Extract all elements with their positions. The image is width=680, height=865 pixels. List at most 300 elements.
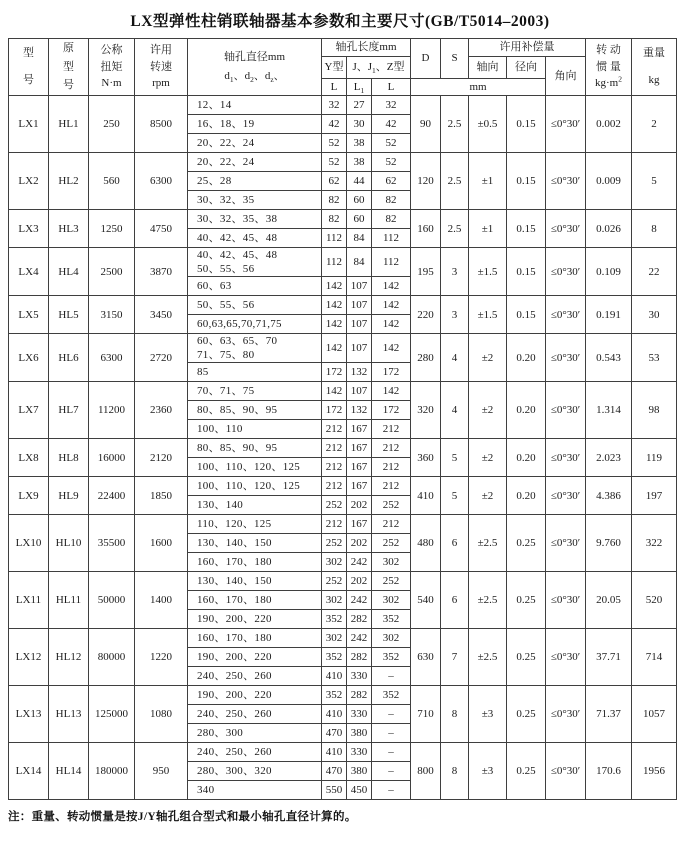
cell-speed: 2360: [135, 382, 188, 439]
cell-speed: 1400: [135, 572, 188, 629]
cell-length-Lz: 142: [372, 382, 411, 401]
cell-inertia: 37.71: [586, 629, 632, 686]
table-body: [9, 96, 677, 800]
cell-length-L1: 330: [347, 705, 372, 724]
cell-original-model: HL1: [49, 96, 89, 153]
header-y-type: Y型: [322, 56, 347, 78]
cell-length-L: 212: [322, 515, 347, 534]
cell-length-L: 352: [322, 610, 347, 629]
cell-angular: ≤0°30′: [546, 210, 586, 248]
cell-bore-diameter: 160、170、180: [188, 629, 322, 648]
cell-length-Lz: 252: [372, 496, 411, 515]
cell-length-Lz: 112: [372, 248, 411, 277]
table-header: [9, 39, 677, 96]
cell-length-Lz: 142: [372, 277, 411, 296]
cell-torque: 3150: [89, 296, 135, 334]
cell-length-L: 470: [322, 724, 347, 743]
cell-length-L1: 27: [347, 96, 372, 115]
header-axial: 轴向: [469, 56, 507, 78]
cell-bore-diameter: 30、32、35、38: [188, 210, 322, 229]
cell-S: 3: [441, 296, 469, 334]
cell-bore-diameter: 16、18、19: [188, 115, 322, 134]
table-row: [9, 153, 677, 172]
cell-model: LX3: [9, 210, 49, 248]
cell-angular: ≤0°30′: [546, 743, 586, 800]
cell-axial: ±2: [469, 477, 507, 515]
cell-length-L1: 167: [347, 439, 372, 458]
cell-bore-diameter: 340: [188, 781, 322, 800]
cell-radial: 0.15: [507, 248, 546, 296]
cell-length-L1: 242: [347, 591, 372, 610]
cell-angular: ≤0°30′: [546, 153, 586, 210]
cell-length-Lz: 82: [372, 191, 411, 210]
cell-model: LX5: [9, 296, 49, 334]
cell-original-model: HL6: [49, 334, 89, 382]
cell-length-L1: 84: [347, 248, 372, 277]
cell-radial: 0.15: [507, 153, 546, 210]
cell-length-L1: 167: [347, 420, 372, 439]
cell-weight: 2: [632, 96, 677, 153]
cell-length-L: 142: [322, 334, 347, 363]
cell-speed: 1600: [135, 515, 188, 572]
cell-radial: 0.15: [507, 296, 546, 334]
cell-radial: 0.25: [507, 572, 546, 629]
cell-original-model: HL12: [49, 629, 89, 686]
cell-length-L1: 202: [347, 496, 372, 515]
cell-length-L1: 30: [347, 115, 372, 134]
cell-length-L1: 132: [347, 363, 372, 382]
cell-bore-diameter: 80、85、90、95: [188, 401, 322, 420]
cell-angular: ≤0°30′: [546, 248, 586, 296]
table-row: [9, 96, 677, 115]
cell-torque: 6300: [89, 334, 135, 382]
cell-axial: ±2: [469, 439, 507, 477]
table-row: [9, 477, 677, 496]
cell-bore-diameter: 190、200、220: [188, 686, 322, 705]
cell-length-Lz: 62: [372, 172, 411, 191]
cell-torque: 11200: [89, 382, 135, 439]
cell-inertia: 0.543: [586, 334, 632, 382]
cell-model: LX4: [9, 248, 49, 296]
cell-torque: 250: [89, 96, 135, 153]
cell-bore-diameter: 20、22、24: [188, 153, 322, 172]
table-row: [9, 210, 677, 229]
cell-radial: 0.15: [507, 210, 546, 248]
cell-length-L: 212: [322, 420, 347, 439]
cell-bore-diameter: 130、140: [188, 496, 322, 515]
cell-length-Lz: 82: [372, 210, 411, 229]
cell-axial: ±2: [469, 382, 507, 439]
cell-bore-diameter: 160、170、180: [188, 591, 322, 610]
cell-original-model: HL10: [49, 515, 89, 572]
cell-length-L: 62: [322, 172, 347, 191]
cell-original-model: HL4: [49, 248, 89, 296]
cell-length-Lz: 212: [372, 420, 411, 439]
cell-length-L: 142: [322, 296, 347, 315]
cell-axial: ±1: [469, 153, 507, 210]
cell-speed: 3450: [135, 296, 188, 334]
cell-length-L: 252: [322, 496, 347, 515]
cell-length-L1: 107: [347, 315, 372, 334]
cell-length-Lz: 142: [372, 315, 411, 334]
cell-angular: ≤0°30′: [546, 439, 586, 477]
cell-D: 410: [411, 477, 441, 515]
cell-weight: 98: [632, 382, 677, 439]
cell-inertia: 0.191: [586, 296, 632, 334]
cell-bore-diameter: 60,63,65,70,71,75: [188, 315, 322, 334]
cell-length-L: 142: [322, 382, 347, 401]
header-nominal-torque: 公称 扭矩 N·m: [89, 39, 135, 96]
cell-bore-diameter: 60、63、65、70 71、75、80: [188, 334, 322, 363]
cell-radial: 0.25: [507, 743, 546, 800]
cell-length-L: 410: [322, 705, 347, 724]
cell-length-L: 410: [322, 667, 347, 686]
cell-length-L: 550: [322, 781, 347, 800]
cell-radial: 0.25: [507, 629, 546, 686]
cell-torque: 80000: [89, 629, 135, 686]
header-original-model: 原 型 号: [49, 39, 89, 96]
cell-length-L1: 450: [347, 781, 372, 800]
header-bore-length: 轴孔长度mm: [322, 39, 411, 57]
cell-length-Lz: 212: [372, 477, 411, 496]
cell-bore-diameter: 280、300、320: [188, 762, 322, 781]
cell-axial: ±3: [469, 743, 507, 800]
cell-length-Lz: 52: [372, 134, 411, 153]
cell-inertia: 4.386: [586, 477, 632, 515]
cell-bore-diameter: 80、85、90、95: [188, 439, 322, 458]
cell-length-Lz: 302: [372, 591, 411, 610]
cell-length-L1: 380: [347, 762, 372, 781]
cell-model: LX2: [9, 153, 49, 210]
cell-D: 90: [411, 96, 441, 153]
cell-original-model: HL8: [49, 439, 89, 477]
cell-angular: ≤0°30′: [546, 477, 586, 515]
cell-inertia: 20.05: [586, 572, 632, 629]
cell-torque: 35500: [89, 515, 135, 572]
cell-speed: 8500: [135, 96, 188, 153]
cell-original-model: HL11: [49, 572, 89, 629]
cell-S: 8: [441, 686, 469, 743]
cell-length-L1: 44: [347, 172, 372, 191]
cell-D: 160: [411, 210, 441, 248]
cell-original-model: HL2: [49, 153, 89, 210]
cell-S: 4: [441, 334, 469, 382]
cell-speed: 1220: [135, 629, 188, 686]
cell-axial: ±1.5: [469, 296, 507, 334]
cell-angular: ≤0°30′: [546, 96, 586, 153]
table-row: [9, 248, 677, 277]
cell-length-Lz: 142: [372, 334, 411, 363]
cell-radial: 0.20: [507, 439, 546, 477]
cell-angular: ≤0°30′: [546, 382, 586, 439]
cell-length-L: 142: [322, 315, 347, 334]
cell-bore-diameter: 100、110、120、125: [188, 458, 322, 477]
cell-bore-diameter: 280、300: [188, 724, 322, 743]
cell-S: 5: [441, 477, 469, 515]
cell-length-L1: 242: [347, 629, 372, 648]
cell-length-L1: 242: [347, 553, 372, 572]
cell-bore-diameter: 12、14: [188, 96, 322, 115]
cell-speed: 2720: [135, 334, 188, 382]
cell-angular: ≤0°30′: [546, 572, 586, 629]
cell-length-L1: 38: [347, 134, 372, 153]
cell-weight: 197: [632, 477, 677, 515]
cell-angular: ≤0°30′: [546, 515, 586, 572]
cell-bore-diameter: 130、140、150: [188, 572, 322, 591]
cell-S: 2.5: [441, 96, 469, 153]
cell-length-L1: 380: [347, 724, 372, 743]
cell-bore-diameter: 100、110: [188, 420, 322, 439]
cell-length-L: 82: [322, 210, 347, 229]
cell-length-Lz: 212: [372, 515, 411, 534]
cell-torque: 2500: [89, 248, 135, 296]
cell-weight: 1057: [632, 686, 677, 743]
cell-bore-diameter: 25、28: [188, 172, 322, 191]
cell-original-model: HL9: [49, 477, 89, 515]
cell-length-Lz: 52: [372, 153, 411, 172]
cell-length-L1: 167: [347, 515, 372, 534]
cell-length-L1: 282: [347, 648, 372, 667]
cell-bore-diameter: 50、55、56: [188, 296, 322, 315]
cell-torque: 125000: [89, 686, 135, 743]
cell-weight: 53: [632, 334, 677, 382]
cell-length-L1: 282: [347, 686, 372, 705]
table-row: [9, 439, 677, 458]
cell-D: 630: [411, 629, 441, 686]
table-row: [9, 515, 677, 534]
cell-D: 320: [411, 382, 441, 439]
cell-inertia: 0.009: [586, 153, 632, 210]
cell-torque: 22400: [89, 477, 135, 515]
cell-weight: 1956: [632, 743, 677, 800]
cell-length-L1: 107: [347, 334, 372, 363]
cell-model: LX8: [9, 439, 49, 477]
cell-angular: ≤0°30′: [546, 296, 586, 334]
cell-axial: ±2.5: [469, 629, 507, 686]
cell-speed: 1080: [135, 686, 188, 743]
cell-axial: ±1: [469, 210, 507, 248]
table-row: [9, 743, 677, 762]
cell-D: 120: [411, 153, 441, 210]
header-model: 型 号: [9, 39, 49, 96]
cell-length-L: 252: [322, 534, 347, 553]
cell-model: LX6: [9, 334, 49, 382]
cell-length-Lz: 212: [372, 458, 411, 477]
cell-length-L: 32: [322, 96, 347, 115]
cell-length-L1: 84: [347, 229, 372, 248]
cell-radial: 0.20: [507, 334, 546, 382]
cell-weight: 5: [632, 153, 677, 210]
cell-bore-diameter: 130、140、150: [188, 534, 322, 553]
cell-length-L1: 132: [347, 401, 372, 420]
table-row: [9, 629, 677, 648]
cell-bore-diameter: 30、32、35: [188, 191, 322, 210]
header-row: [9, 39, 677, 57]
cell-axial: ±2.5: [469, 515, 507, 572]
cell-speed: 950: [135, 743, 188, 800]
header-allowable-speed: 许用 转速 rpm: [135, 39, 188, 96]
cell-model: LX9: [9, 477, 49, 515]
cell-speed: 2120: [135, 439, 188, 477]
cell-length-L1: 60: [347, 191, 372, 210]
table-row: [9, 572, 677, 591]
cell-length-L: 52: [322, 134, 347, 153]
header-compensation: 许用补偿量: [469, 39, 586, 57]
cell-original-model: HL14: [49, 743, 89, 800]
cell-length-L1: 107: [347, 382, 372, 401]
cell-S: 4: [441, 382, 469, 439]
cell-speed: 1850: [135, 477, 188, 515]
cell-model: LX13: [9, 686, 49, 743]
cell-S: 7: [441, 629, 469, 686]
cell-D: 360: [411, 439, 441, 477]
cell-S: 6: [441, 572, 469, 629]
cell-inertia: 170.6: [586, 743, 632, 800]
page-title: LX型弹性柱销联轴器基本参数和主要尺寸(GB/T5014–2003): [130, 13, 550, 30]
header-len-L: L: [322, 78, 347, 96]
cell-length-L: 112: [322, 229, 347, 248]
cell-length-Lz: –: [372, 781, 411, 800]
cell-bore-diameter: 20、22、24: [188, 134, 322, 153]
cell-length-Lz: 352: [372, 648, 411, 667]
header-len-Lz: L: [372, 78, 411, 96]
cell-radial: 0.20: [507, 382, 546, 439]
cell-length-L: 302: [322, 553, 347, 572]
cell-length-Lz: 252: [372, 534, 411, 553]
cell-model: LX11: [9, 572, 49, 629]
cell-bore-diameter: 160、170、180: [188, 553, 322, 572]
cell-length-L1: 38: [347, 153, 372, 172]
cell-length-L: 142: [322, 277, 347, 296]
table-row: [9, 686, 677, 705]
cell-length-Lz: 42: [372, 115, 411, 134]
cell-length-Lz: 352: [372, 686, 411, 705]
cell-axial: ±2: [469, 334, 507, 382]
cell-length-L: 212: [322, 458, 347, 477]
cell-length-Lz: 112: [372, 229, 411, 248]
cell-length-L: 82: [322, 191, 347, 210]
cell-model: LX10: [9, 515, 49, 572]
header-dim-D: D: [411, 39, 441, 79]
cell-length-L1: 107: [347, 277, 372, 296]
cell-length-L1: 202: [347, 534, 372, 553]
header-radial: 径向: [507, 56, 546, 78]
cell-inertia: 1.314: [586, 382, 632, 439]
cell-D: 195: [411, 248, 441, 296]
cell-length-L: 470: [322, 762, 347, 781]
cell-D: 710: [411, 686, 441, 743]
cell-length-Lz: 352: [372, 610, 411, 629]
cell-length-Lz: 172: [372, 363, 411, 382]
cell-length-L: 410: [322, 743, 347, 762]
cell-angular: ≤0°30′: [546, 686, 586, 743]
cell-length-L1: 202: [347, 572, 372, 591]
cell-D: 800: [411, 743, 441, 800]
table-row: [9, 334, 677, 363]
cell-length-Lz: –: [372, 762, 411, 781]
cell-S: 2.5: [441, 210, 469, 248]
cell-bore-diameter: 40、42、45、48 50、55、56: [188, 248, 322, 277]
cell-speed: 6300: [135, 153, 188, 210]
header-len-L1: $L_1$: [347, 78, 372, 96]
cell-length-L1: 167: [347, 477, 372, 496]
cell-original-model: HL3: [49, 210, 89, 248]
header-jjz-type: J、$J_1$、Z型: [347, 56, 411, 78]
cell-S: 5: [441, 439, 469, 477]
cell-axial: ±2.5: [469, 572, 507, 629]
header-bore-diameter: 轴孔直径mm $d_1$、$d_2$、$d_z$、: [188, 39, 322, 96]
header-weight: 重量 kg: [632, 39, 677, 96]
cell-weight: 119: [632, 439, 677, 477]
cell-bore-diameter: 190、200、220: [188, 610, 322, 629]
cell-bore-diameter: 240、250、260: [188, 667, 322, 686]
cell-length-L: 172: [322, 363, 347, 382]
cell-speed: 3870: [135, 248, 188, 296]
cell-length-L: 212: [322, 439, 347, 458]
cell-inertia: 71.37: [586, 686, 632, 743]
cell-original-model: HL7: [49, 382, 89, 439]
cell-inertia: 2.023: [586, 439, 632, 477]
table-row: [9, 296, 677, 315]
cell-D: 220: [411, 296, 441, 334]
cell-length-L: 302: [322, 629, 347, 648]
cell-model: LX1: [9, 96, 49, 153]
spec-table: [8, 38, 677, 800]
footnote: 注：重量、转动惯量是按J/Y轴孔组合型式和最小轴孔直径计算的。: [8, 811, 357, 824]
cell-length-Lz: –: [372, 705, 411, 724]
cell-length-Lz: 302: [372, 629, 411, 648]
cell-axial: ±3: [469, 686, 507, 743]
cell-length-L1: 282: [347, 610, 372, 629]
cell-bore-diameter: 240、250、260: [188, 705, 322, 724]
cell-length-Lz: 302: [372, 553, 411, 572]
cell-length-L: 212: [322, 477, 347, 496]
cell-weight: 8: [632, 210, 677, 248]
cell-length-L: 42: [322, 115, 347, 134]
cell-length-Lz: 252: [372, 572, 411, 591]
cell-length-L: 302: [322, 591, 347, 610]
cell-torque: 180000: [89, 743, 135, 800]
cell-bore-diameter: 100、110、120、125: [188, 477, 322, 496]
cell-original-model: HL5: [49, 296, 89, 334]
cell-bore-diameter: 190、200、220: [188, 648, 322, 667]
cell-inertia: 0.109: [586, 248, 632, 296]
header-dim-S: S: [441, 39, 469, 79]
cell-length-Lz: –: [372, 724, 411, 743]
cell-length-L1: 330: [347, 743, 372, 762]
cell-length-Lz: 142: [372, 296, 411, 315]
cell-model: LX14: [9, 743, 49, 800]
cell-length-L1: 330: [347, 667, 372, 686]
cell-S: 2.5: [441, 153, 469, 210]
cell-length-Lz: 32: [372, 96, 411, 115]
cell-radial: 0.20: [507, 477, 546, 515]
cell-bore-diameter: 40、42、45、48: [188, 229, 322, 248]
cell-bore-diameter: 85: [188, 363, 322, 382]
cell-model: LX12: [9, 629, 49, 686]
cell-inertia: 9.760: [586, 515, 632, 572]
cell-speed: 4750: [135, 210, 188, 248]
cell-length-L: 352: [322, 648, 347, 667]
cell-length-L: 172: [322, 401, 347, 420]
cell-axial: ±0.5: [469, 96, 507, 153]
cell-model: LX7: [9, 382, 49, 439]
cell-S: 6: [441, 515, 469, 572]
cell-weight: 520: [632, 572, 677, 629]
cell-bore-diameter: 60、63: [188, 277, 322, 296]
header-inertia: 转 动 惯 量 $kg\cdot m^2$: [586, 39, 632, 96]
cell-inertia: 0.026: [586, 210, 632, 248]
